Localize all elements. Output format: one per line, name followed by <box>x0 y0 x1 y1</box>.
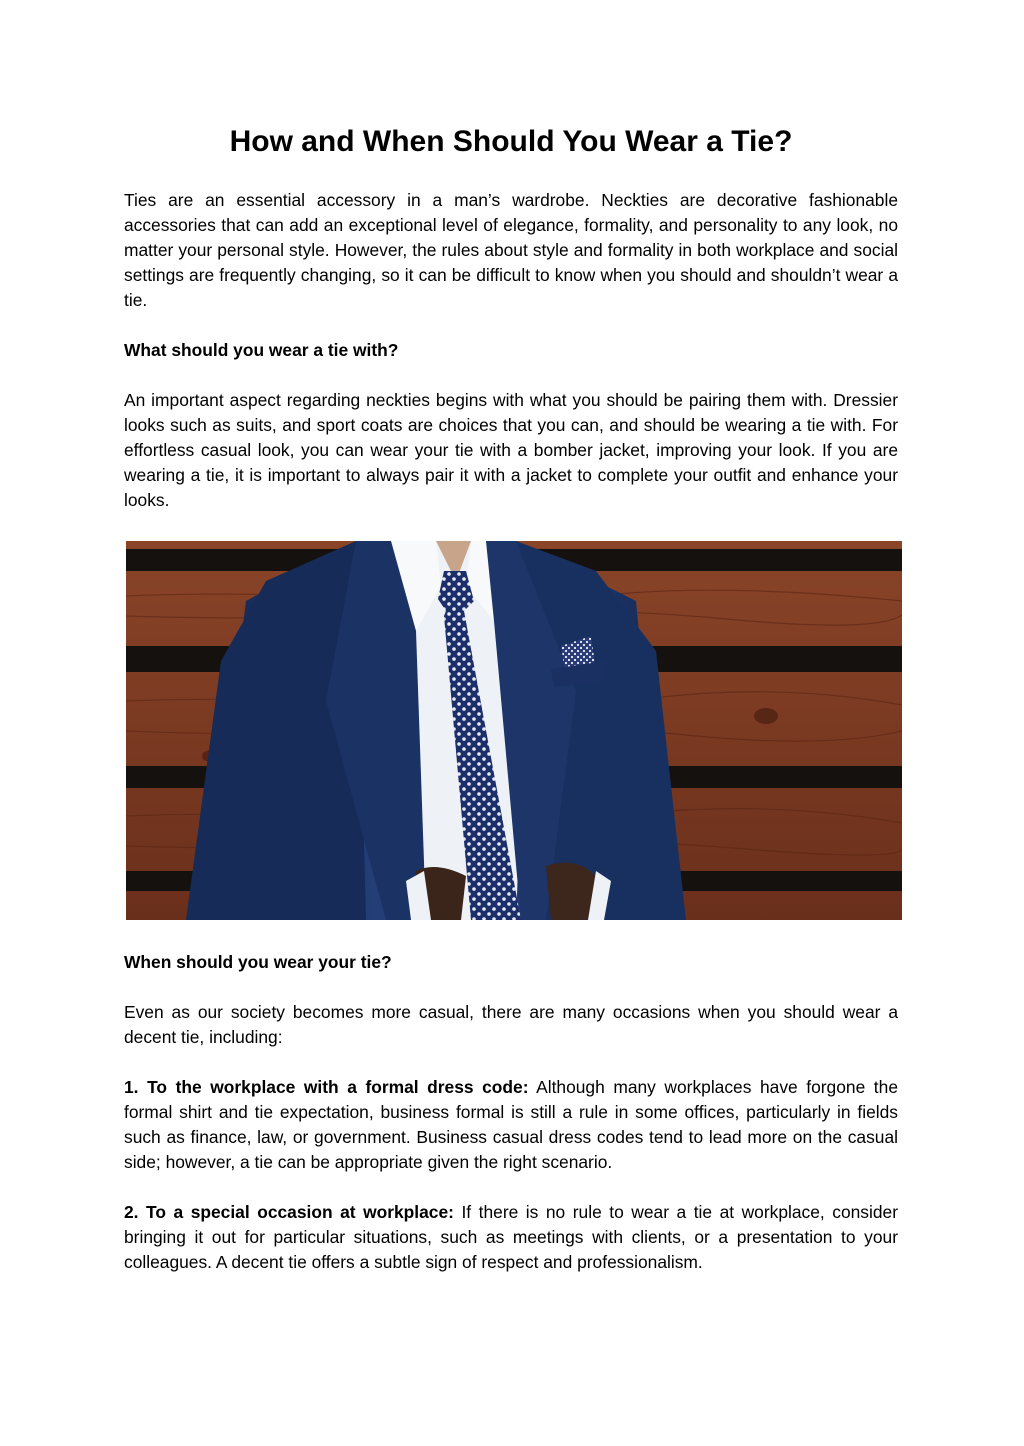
occasion-item-lead: 2. To a special occasion at workplace: <box>124 1202 454 1222</box>
section-heading-pairing: What should you wear a tie with? <box>124 340 399 360</box>
document-title: How and When Should You Wear a Tie? <box>229 125 793 158</box>
occasion-item-special <box>124 1200 898 1275</box>
occasion-item-text: If there is no rule to wear a tie at workplace, consider bringing it out for particular situations, such as meetings with clients, or a presentation to your colleagues. A decent tie offers a subtle sign of respect and professionalism. <box>124 1202 898 1272</box>
pairing-paragraph: An important aspect regarding neckties begins with what you should be pairing them with. Dressier looks such as suits, and sport coats are choices that you can, and should be wearing a tie with. For effortless casual look, you can wear your tie with a bomber jacket, improving your look. If you are wearing a tie, it is important to always pair it with a jacket to complete your outfit and enhance your looks. <box>124 390 898 510</box>
occasion-item-lead: 1. To the workplace with a formal dress code: <box>124 1077 529 1097</box>
suit-photo <box>126 541 902 920</box>
occasion-item-text: Although many workplaces have forgone the formal shirt and tie expectation, business formal is still a rule in some offices, particularly in fields such as finance, law, or government. Business casual dress codes tend to lead more on the casual side; however, a tie can be appropriate given the right scenario. <box>124 1077 898 1172</box>
section-heading-occasions: When should you wear your tie? <box>124 952 392 972</box>
suit-photo-illustration <box>126 541 902 920</box>
occasion-item-workplace <box>124 1075 898 1175</box>
intro-paragraph: Ties are an essential accessory in a man’s wardrobe. Neckties are decorative fashionable accessories that can add an exceptional level of elegance, formality, and personality to any look, no matter your personal style. However, the rules about style and formality in both workplace and social settings are frequently changing, so it can be difficult to know when you should and shouldn’t wear a tie. <box>124 190 898 310</box>
occasions-intro-paragraph: Even as our society becomes more casual, there are many occasions when you should wear a decent tie, including: <box>124 1002 898 1047</box>
